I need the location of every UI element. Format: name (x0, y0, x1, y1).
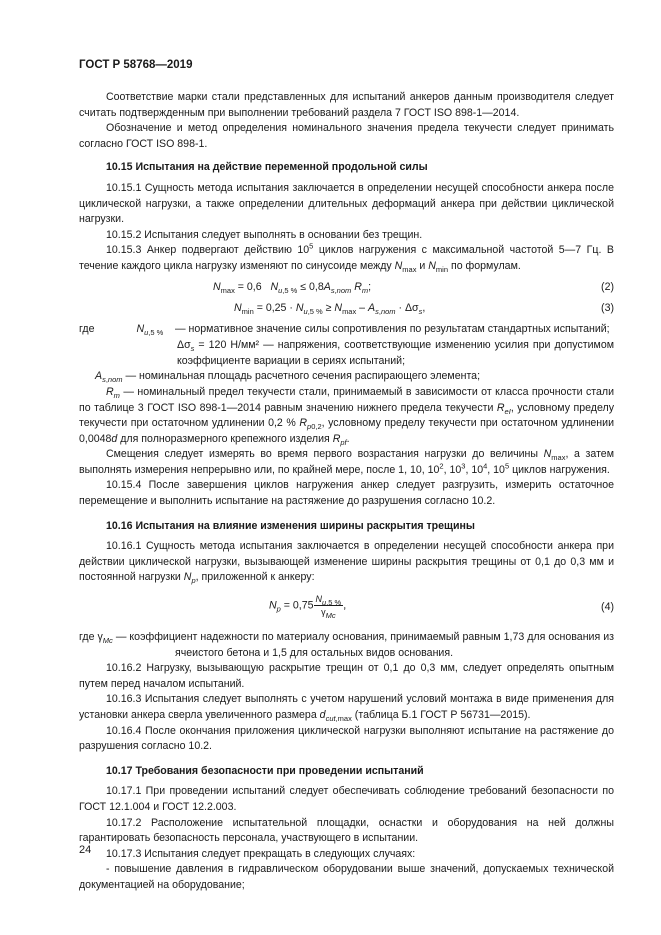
paragraph-10-16-2: 10.16.2 Нагрузку, вызывающую раскрытие трещин от 0,1 до 0,3 мм, следует определять опытным путем перед началом испытаний. (79, 662, 614, 690)
definition-row: где $N_{u,5 \%}$ — нормативное значение силы сопротивления по результатам стандартных испытаний; (79, 322, 610, 337)
paragraph-10-16-4: 10.16.4 После окончания приложения циклической нагрузки выполняют испытание на растяжение до разрушения согласно 10.2. (79, 724, 614, 753)
list-item: - повышение давления в гидравлическом оборудовании выше значений, допускаемых технической документацией на оборудование; (79, 863, 614, 891)
paragraph-10-17-2: 10.17.2 Расположение испытательной площадки, оснастки и оборудования на ней должны гарантировать безопасность персонала, участвующего в испытании. (79, 816, 614, 845)
definition-row: $A_{s,nom}$ — номинальная площадь расчетного сечения распирающего элемента; (95, 370, 481, 385)
paragraph: Соответствие марки стали представленных для испытаний анкеров данным производителя следует считать подтвержденным при выполнении требований раздела 7 ГОСТ ISO 898-1—2014. (79, 91, 614, 119)
paragraph-10-16-1: 10.16.1 Сущность метода испытания заключается в определении несущей способности анкера при действии циклической нагрузки, вызывающей изменение ширины раскрытия трещины от 0,1 до 0,3 мм и постоянной нагрузки $N_p$, приложенной к анкеру: (79, 540, 614, 586)
paragraph-10-15-1: 10.15.1 Сущность метода испытания заключается в определении несущей способности анкера после циклической нагрузки, а также определении длительных деформаций анкера при действии циклической нагрузки. (79, 181, 614, 226)
paragraph-10-16-3: 10.16.3 Испытания следует выполнять с учетом нарушений условий монтажа в виде применения для установки анкера сверла увеличенного размера $d_{cut,max}$ (таблица Б.1 ГОСТ Р 56731—2015). (79, 693, 614, 724)
definition-row: где $\gamma_{Mc}$ — коэффициент надежности по материалу основания, принимаемый равным 1,73 для основания из ячеистого бетона и 1,5 для остальных видов основания. (79, 631, 614, 659)
page-header: ГОСТ Р 58768—2019 (79, 59, 193, 71)
paragraph: Смещения следует измерять во время первого возрастания нагрузки до величины $N_{max}$, а затем выполнять измерения непрерывно или, по крайней мере, после 1, 10, $10^2$, $10^3$, $10^4$, $10^5$ циклов нагружения. (79, 448, 614, 476)
formula-4: $N_p = 0,75$ $\frac{N_{u,5 \%}}{\gamma_{Mc}}$ , (4) (269, 594, 614, 620)
formula-3: $N_{min} = 0,25 \cdot N_{u,5 \%} \ge N_{max} - A_{s,nom} \cdot \Delta\sigma_s$, (3) (234, 301, 614, 316)
section-heading-10-16: 10.16 Испытания на влияние изменения ширины раскрытия трещины (106, 519, 475, 532)
paragraph-10-15-4: 10.15.4 После завершения циклов нагружения анкер следует разгрузить, измерить остаточное перемещение и выполнить испытание на растяжение до разрушения согласно 10.2. (79, 479, 614, 508)
paragraph-10-17-3: 10.17.3 Испытания следует прекращать в следующих случаях: (106, 847, 416, 860)
paragraph-10-17-1: 10.17.1 При проведении испытаний следует обеспечивать соблюдение требований безопасности по ГОСТ 12.1.004 и ГОСТ 12.2.003. (79, 785, 614, 813)
section-heading-10-15: 10.15 Испытания на действие переменной продольной силы (106, 161, 428, 174)
section-heading-10-17: 10.17 Требования безопасности при проведении испытаний (106, 764, 424, 777)
paragraph-10-15-3: 10.15.3 Анкер подвергают действию $10^5$ циклов нагружения с максимальной частотой 5—7 Гц. В течение каждого цикла нагрузку изменяют по синусоиде между $N_{max}$ и $N_{min}$ по формулам. (79, 241, 614, 275)
paragraph-10-15-2: 10.15.2 Испытания следует выполнять в основании без трещин. (106, 228, 423, 241)
formula-2: $N_{max} = 0,6$ $N_{u,5 \%} \le 0,8A_{s,nom}$ $R_m$; (2) (213, 280, 614, 295)
paragraph: Обозначение и метод определения номинального значения предела текучести следует принимать согласно ГОСТ ISO 898-1. (79, 122, 614, 150)
document-body (79, 90, 614, 894)
definition-row: $\Delta\sigma_s = 120$ Н/мм² — напряжения, соответствующие изменению усилия при допустимом коэффициенте вариации в сериях испытаний; (177, 339, 614, 367)
definition-row: $R_m$ — номинальный предел текучести стали, принимаемый в зависимости от класса прочности стали по таблице 3 ГОСТ ISO 898-1—2014 равным значению нижнего предела текучести $R_{eI}$, условному пределу текучести при остаточном удлинении 0,2 % $R_{p0,2}$, условному пределу текучести при остаточном удлинении 0,0048d для полноразмерного крепежного изделия $R_{pf}$. (79, 385, 614, 447)
page-number: 24 (79, 844, 92, 856)
